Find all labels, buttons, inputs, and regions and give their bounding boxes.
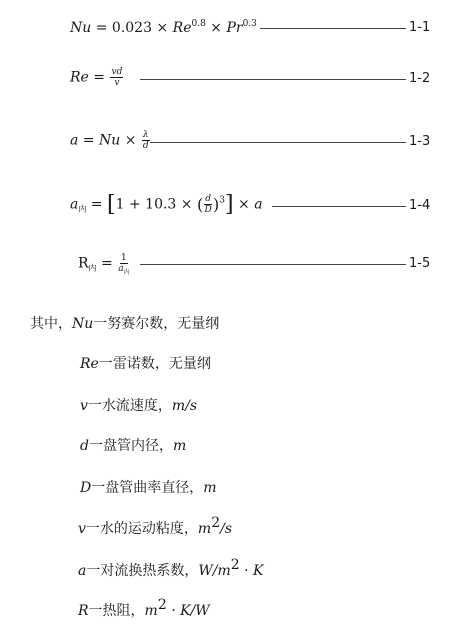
symbol-r: R bbox=[78, 255, 89, 272]
symbol-a: a bbox=[70, 196, 79, 213]
definition-velocity: v一水流速度，m/s bbox=[80, 398, 198, 414]
equation-number: 1-5 bbox=[409, 256, 431, 271]
equation-number: 1-2 bbox=[409, 71, 431, 86]
definition-curvature-diameter: D一盘管曲率直径，m bbox=[80, 480, 217, 496]
symbol-nu: Nu bbox=[99, 132, 121, 149]
intro-label: 其中， bbox=[30, 316, 72, 332]
equation-1-2: Re = $\frac{vd}{v}$ bbox=[70, 67, 123, 88]
leader-line bbox=[140, 79, 406, 80]
definition-thermal-resistance: R一热阻，$m^2 \cdot K/W$ bbox=[78, 597, 210, 619]
equation-1-5: $R_内$ = $\frac{1}{a_内}$ bbox=[78, 253, 130, 276]
fraction: $\frac{\lambda}{d}$ bbox=[142, 130, 149, 151]
leader-line bbox=[272, 206, 406, 207]
subscript-inner: 内 bbox=[88, 263, 97, 273]
equation-number: 1-3 bbox=[409, 134, 431, 149]
equation-number: 1-4 bbox=[409, 198, 431, 213]
leader-line bbox=[140, 264, 406, 265]
subscript-inner: 内 bbox=[78, 204, 87, 214]
fraction: $\frac{d}{D}$ bbox=[204, 194, 212, 215]
symbol-a: a bbox=[70, 132, 79, 149]
constant: 0.023 bbox=[111, 20, 153, 36]
symbol-nu: Nu bbox=[70, 20, 92, 36]
leader-line bbox=[150, 142, 406, 143]
definition-nu: 其中，Nu一努赛尔数，无量纲 bbox=[30, 316, 220, 332]
definition-kinematic-viscosity: v一水的运动粘度，$m^2/s$ bbox=[78, 515, 233, 537]
definition-heat-transfer-coefficient: a一对流换热系数，$W/m^2 \cdot K$ bbox=[78, 557, 264, 579]
fraction: $\frac{1}{a_内}$ bbox=[118, 253, 130, 276]
exponent: 0.3 bbox=[242, 19, 257, 29]
equation-1-4: $a_内 = [1 + 10.3$ × ( $\frac{d}{D}$ )$^3$] × a bbox=[70, 192, 263, 217]
leader-line bbox=[260, 28, 406, 29]
equation-1-1: $Nu = 0.023 \times Re^{0.8} \times Pr^{0.3}$ bbox=[70, 19, 257, 36]
equation-1-3: a = Nu × $\frac{\lambda}{d}$ bbox=[70, 130, 149, 151]
fraction: $\frac{vd}{v}$ bbox=[111, 67, 123, 88]
symbol-pr: Pr bbox=[226, 20, 243, 36]
symbol-re: Re bbox=[172, 20, 192, 36]
equation-number: 1-1 bbox=[409, 20, 431, 35]
exponent: 0.8 bbox=[191, 19, 206, 29]
definition-re: Re一雷诺数，无量纲 bbox=[80, 356, 211, 372]
definition-inner-diameter: d一盘管内径，m bbox=[80, 438, 187, 454]
exponent: 3 bbox=[219, 195, 225, 206]
symbol-re: Re bbox=[70, 69, 89, 86]
